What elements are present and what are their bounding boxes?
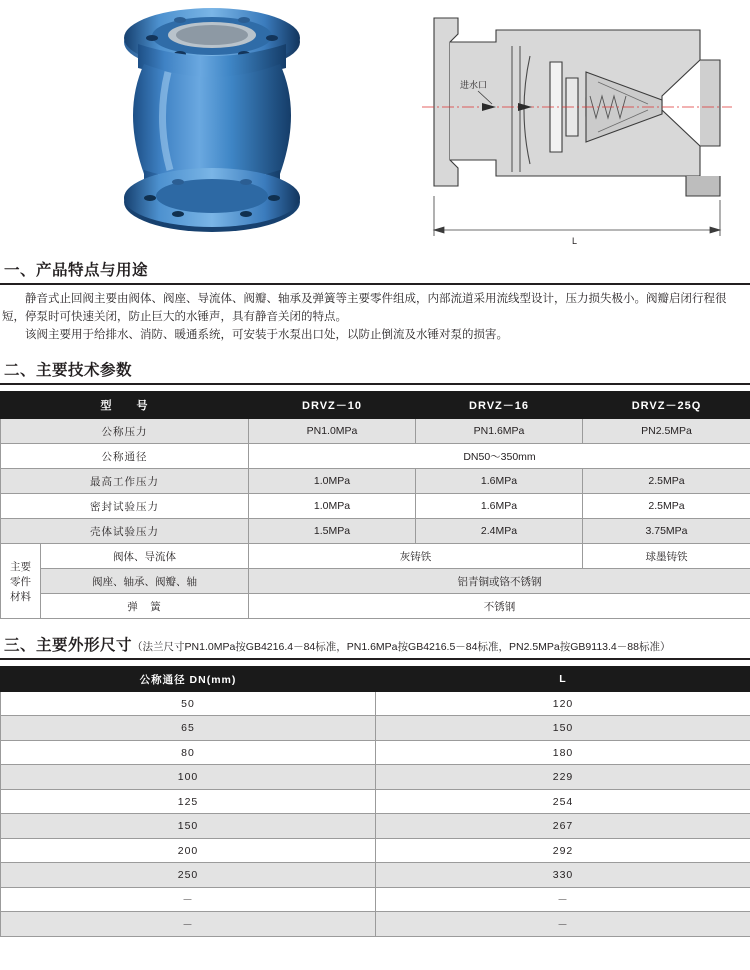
section2-rule: [0, 383, 750, 385]
cell-dn: 200: [1, 838, 376, 863]
cell-l: －: [376, 887, 750, 912]
cell-max-working-25q: 2.5MPa: [583, 469, 750, 494]
table-row: [1, 594, 750, 619]
cell-dn: 65: [1, 716, 376, 741]
section2-heading: 二、主要技术参数: [4, 362, 133, 380]
table-row: [1, 544, 750, 569]
cell-dn: 150: [1, 814, 376, 839]
technical-parameters-table: [0, 391, 750, 619]
th-drvz-16: DRVZ－16: [416, 392, 583, 419]
table-row: [1, 494, 750, 519]
cell-l: 229: [376, 765, 750, 790]
row-label-nominal-pressure: 公称压力: [1, 419, 249, 444]
row-label-nominal-diameter: 公称通径: [1, 444, 249, 469]
cell-nominal-pressure-25q: PN2.5MPa: [583, 419, 750, 444]
cell-shell-test-10: 1.5MPa: [249, 519, 416, 544]
cell-body-guide-material-ductile-iron: 球墨铸铁: [583, 544, 750, 569]
cell-dn: 100: [1, 765, 376, 790]
illustration-area: [0, 0, 750, 258]
cell-nominal-pressure-16: PN1.6MPa: [416, 419, 583, 444]
table-row-header: [1, 392, 750, 419]
materials-label-line3: 材料: [10, 590, 31, 603]
table-row: [1, 716, 750, 741]
th-model: 型 号: [1, 392, 249, 419]
section1-body: [0, 291, 750, 344]
section-overall-dimensions: [0, 633, 750, 937]
cell-l: 267: [376, 814, 750, 839]
section-product-features: [0, 258, 750, 344]
table-row: [1, 469, 750, 494]
materials-label-line2: 零件: [10, 575, 31, 588]
cell-max-working-16: 1.6MPa: [416, 469, 583, 494]
row-label-main-part-materials: [1, 544, 41, 619]
section1-paragraph-2: 该阀主要用于给排水、消防、暖通系统，可安装于水泵出口处，以防止倒流及水锤对泵的损害。: [25, 328, 508, 341]
cell-l: 120: [376, 691, 750, 716]
row-label-spring: 弹 簧: [41, 594, 249, 619]
table-row-header: [1, 667, 750, 692]
row-label-shell-test-pressure: 壳体试验压力: [1, 519, 249, 544]
cell-dn: 80: [1, 740, 376, 765]
cell-seat-bearing-material: 铝青铜或铬不锈钢: [249, 569, 750, 594]
spacer-1: [0, 344, 750, 358]
cell-seal-test-25q: 2.5MPa: [583, 494, 750, 519]
table-row: [1, 863, 750, 888]
row-label-seal-test-pressure: 密封试验压力: [1, 494, 249, 519]
table-row: [1, 444, 750, 469]
cell-seal-test-10: 1.0MPa: [249, 494, 416, 519]
row-label-body-guide: 阀体、导流体: [41, 544, 249, 569]
th-length-l: L: [376, 667, 750, 692]
section-technical-parameters: [0, 358, 750, 619]
materials-label-line1: 主要: [10, 560, 31, 573]
table-row: [1, 887, 750, 912]
table-row: [1, 691, 750, 716]
cell-dn: －: [1, 887, 376, 912]
cell-l: 292: [376, 838, 750, 863]
cell-dn: 50: [1, 691, 376, 716]
th-nominal-diameter: 公称通径 DN(mm): [1, 667, 376, 692]
length-dimension-label: L: [572, 236, 578, 246]
section3-heading-row: [0, 633, 750, 658]
section3-heading-note: （法兰尺寸PN1.0MPa按GB4216.4－84标准，PN1.6MPa按GB4216.5－84标准，PN2.5MPa按GB9113.4－88标准）: [132, 641, 671, 654]
table-row: [1, 838, 750, 863]
section3-heading: 三、主要外形尺寸: [4, 637, 133, 655]
cell-dn: 125: [1, 789, 376, 814]
section1-paragraph-1: 静音式止回阀主要由阀体、阀座、导流体、阀瓣、轴承及弹簧等主要零件组成，内部流道采用流线型设计，压力损失极小。阀瓣启闭行程很短，停泵时可快速关闭，防止巨大的水锤声，具有静音关闭的特点。: [2, 293, 727, 323]
cell-body-guide-material-gray-iron: 灰铸铁: [249, 544, 583, 569]
cell-nominal-diameter: DN50～350mm: [249, 444, 750, 469]
table-row: [1, 912, 750, 937]
cell-seal-test-16: 1.6MPa: [416, 494, 583, 519]
check-valve-photo: [60, 2, 360, 247]
check-valve-section-drawing: [400, 0, 740, 250]
cell-shell-test-25q: 3.75MPa: [583, 519, 750, 544]
th-drvz-25q: DRVZ－25Q: [583, 392, 750, 419]
table-row: [1, 789, 750, 814]
cell-spring-material: 不锈钢: [249, 594, 750, 619]
row-label-seat-bearing-disc-shaft: 阀座、轴承、阀瓣、轴: [41, 569, 249, 594]
section1-rule: [0, 283, 750, 285]
cell-l: 180: [376, 740, 750, 765]
cell-nominal-pressure-10: PN1.0MPa: [249, 419, 416, 444]
cell-l: －: [376, 912, 750, 937]
table-row: [1, 740, 750, 765]
table-row: [1, 814, 750, 839]
cell-shell-test-16: 2.4MPa: [416, 519, 583, 544]
th-drvz-10: DRVZ－10: [249, 392, 416, 419]
cell-dn: 250: [1, 863, 376, 888]
cell-l: 254: [376, 789, 750, 814]
table-row: [1, 419, 750, 444]
inlet-label: 进水口: [460, 80, 488, 90]
cell-max-working-10: 1.0MPa: [249, 469, 416, 494]
row-label-max-working-pressure: 最高工作压力: [1, 469, 249, 494]
table-row: [1, 519, 750, 544]
cell-dn: －: [1, 912, 376, 937]
table-row: [1, 569, 750, 594]
spacer-2: [0, 619, 750, 633]
cell-l: 150: [376, 716, 750, 741]
cell-l: 330: [376, 863, 750, 888]
section1-heading: 一、产品特点与用途: [4, 262, 149, 279]
dimensions-table: [0, 666, 750, 937]
table-row: [1, 765, 750, 790]
section3-rule: [0, 658, 750, 660]
